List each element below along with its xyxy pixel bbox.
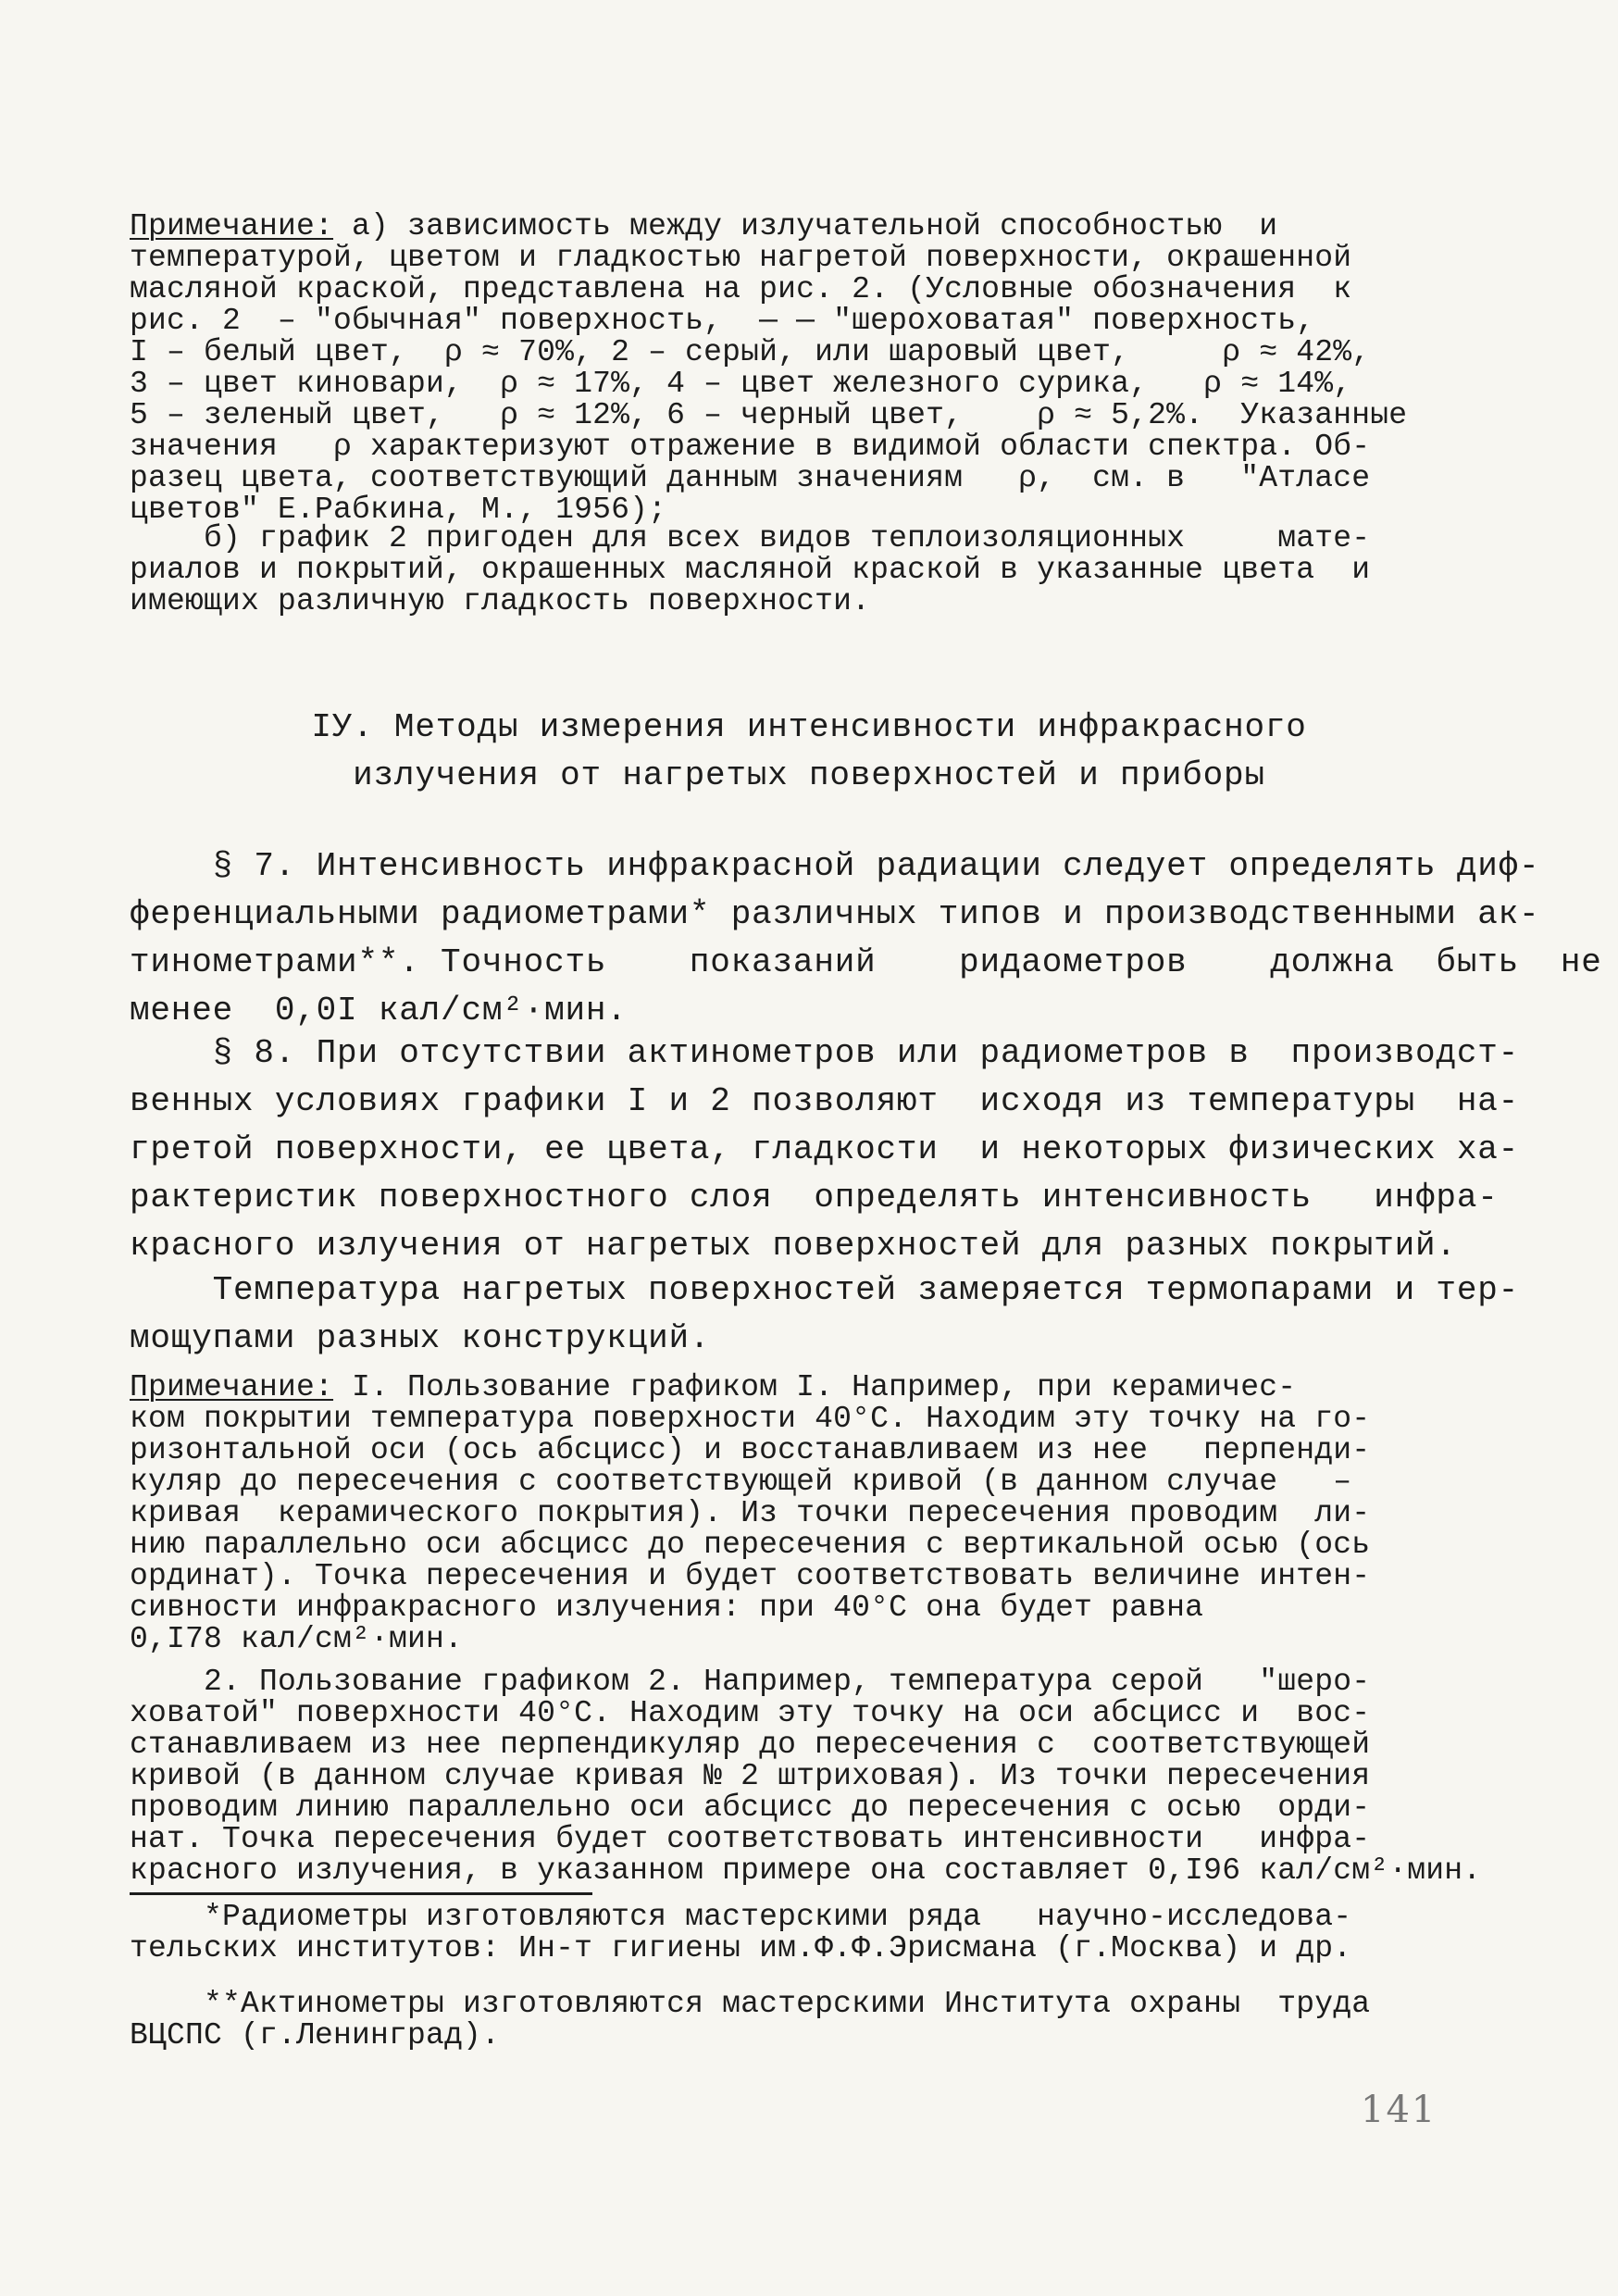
paragraph-line: гретой поверхности, ее цвета, гладкости и некоторых физических ха- <box>130 1130 1520 1168</box>
note-2 <box>130 1665 1482 1888</box>
paragraph-line: красного излучения от нагретых поверхностей для разных покрытий. <box>130 1227 1457 1265</box>
note-2-line: нат. Точка пересечения будет соответствовать интенсивности инфра- <box>130 1822 1371 1856</box>
footnote-line: **Актинометры изготовляются мастерскими Института охраны труда <box>130 1987 1371 2021</box>
paragraph-line: менее 0,0I кал/см²·мин. <box>130 992 628 1029</box>
note-1-line: сивности инфракрасного излучения: при 40°С она будет равна <box>130 1591 1204 1625</box>
note-a-first-rest: а) зависимость между излучательной способностью и <box>333 209 1278 243</box>
paragraph-line: Температура нагретых поверхностей замеряется термопарами и тер- <box>130 1271 1520 1309</box>
note-a-line: 5 – зеленый цвет, ρ ≈ 12%, 6 – черный цвет, ρ ≈ 5,2%. Указанные <box>130 398 1408 432</box>
note-a-line: разец цвета, соответствующий данным значениям ρ, см. в "Атласе <box>130 461 1371 495</box>
note-1-line: ком покрытии температура поверхности 40°С. Находим эту точку на го- <box>130 1402 1371 1436</box>
note-1-line: кривая керамического покрытия). Из точки пересечения проводим ли- <box>130 1496 1371 1530</box>
note-b-line: б) график 2 пригоден для всех видов теплоизоляционных мате- <box>130 521 1371 555</box>
note-a-line: I – белый цвет, ρ ≈ 70%, 2 – серый, или шаровый цвет, ρ ≈ 42%, <box>130 335 1371 369</box>
note-b <box>130 523 1425 618</box>
note-1-label: Примечание: <box>130 1370 334 1404</box>
note-a-line: рис. 2 – "обычная" поверхность, — — "шероховатая" поверхность, <box>130 304 1315 338</box>
note-2-line: 2. Пользование графиком 2. Например, температура серой "шеро- <box>130 1665 1371 1699</box>
note-1-line: ординат). Точка пересечения и будет соответствовать величине интен- <box>130 1559 1371 1593</box>
note-a-line: 3 – цвет киновари, ρ ≈ 17%, 4 – цвет железного сурика, ρ ≈ 14%, <box>130 367 1352 401</box>
section-heading <box>0 704 1618 800</box>
note-a-line: цветов" Е.Рабкина, М., 1956); <box>130 493 667 527</box>
note-1-line-0 <box>130 1372 1462 1404</box>
section-heading-line1: IУ. Методы измерения интенсивности инфракрасного <box>311 708 1307 746</box>
note-a-label: Примечание: <box>130 209 334 243</box>
paragraph-temperature <box>130 1267 1520 1363</box>
footnote-line: тельских институтов: Ин-т гигиены им.Ф.Ф.Эрисмана (г.Москва) и др. <box>130 1931 1352 1965</box>
paragraph-line: рактеристик поверхностного слоя определять интенсивность инфра- <box>130 1179 1499 1217</box>
note-a-line: масляной краской, представлена на рис. 2. (Условные обозначения к <box>130 272 1352 306</box>
paragraph-line: тинометрами**. Точность показаний ридаометров должна быть не <box>130 943 1602 981</box>
note-b-line: риалов и покрытий, окрашенных масляной краской в указанные цвета и <box>130 553 1371 587</box>
paragraph-7 <box>130 842 1602 1035</box>
footnote-1 <box>130 1902 1462 1965</box>
note-2-line: красного излучения, в указанном примере она составляет 0,I96 кал/см²·мин. <box>130 1853 1482 1888</box>
note-1-line: 0,I78 кал/см²·мин. <box>130 1622 464 1656</box>
footnote-2 <box>130 1989 1462 2052</box>
note-a-line: температурой, цветом и гладкостью нагретой поверхности, окрашенной <box>130 241 1352 275</box>
note-1-line: нию параллельно оси абсцисс до пересечения с вертикальной осью (ось <box>130 1528 1371 1562</box>
footnote-divider <box>130 1892 592 1895</box>
paragraph-line: венных условиях графики I и 2 позволяют исходя из температуры на- <box>130 1082 1520 1120</box>
paragraph-line: § 7. Интенсивность инфракрасной радиации следует определять диф- <box>130 847 1540 885</box>
note-1 <box>130 1372 1462 1655</box>
page-number: 141 <box>1361 2089 1438 2131</box>
note-a-line-0 <box>130 211 1425 243</box>
note-2-line: кривой (в данном случае кривая № 2 штриховая). Из точки пересечения <box>130 1759 1371 1793</box>
note-2-line: проводим линию параллельно оси абсцисс до пересечения с осью орди- <box>130 1791 1371 1825</box>
section-heading-line2: излучения от нагретых поверхностей и приборы <box>353 756 1265 794</box>
note-a <box>130 211 1425 526</box>
note-1-line: куляр до пересечения с соответствующей кривой (в данном случае – <box>130 1465 1352 1499</box>
paragraph-line: § 8. При отсутствии актинометров или радиометров в производст- <box>130 1034 1520 1072</box>
footnote-line: ВЦСПС (г.Ленинград). <box>130 2018 501 2053</box>
footnote-line: *Радиометры изготовляются мастерскими ряда научно-исследова- <box>130 1900 1352 1934</box>
note-a-line: значения ρ характеризуют отражение в видимой области спектра. Об- <box>130 430 1371 464</box>
paragraph-line: ференциальными радиометрами* различных типов и производственными ак- <box>130 895 1540 933</box>
note-1-first-rest: I. Пользование графиком I. Например, при керамичес- <box>333 1370 1297 1404</box>
note-2-line: станавливаем из нее перпендикуляр до пересечения с соответствующей <box>130 1728 1371 1762</box>
paragraph-8 <box>130 1029 1520 1270</box>
note-b-line: имеющих различную гладкость поверхности. <box>130 584 871 618</box>
paragraph-line: мощупами разных конструкций. <box>130 1319 711 1357</box>
note-2-line: ховатой" поверхности 40°С. Находим эту точку на оси абсцисс и вос- <box>130 1696 1371 1730</box>
note-1-line: ризонтальной оси (ось абсцисс) и восстанавливаем из нее перпенди- <box>130 1433 1371 1467</box>
